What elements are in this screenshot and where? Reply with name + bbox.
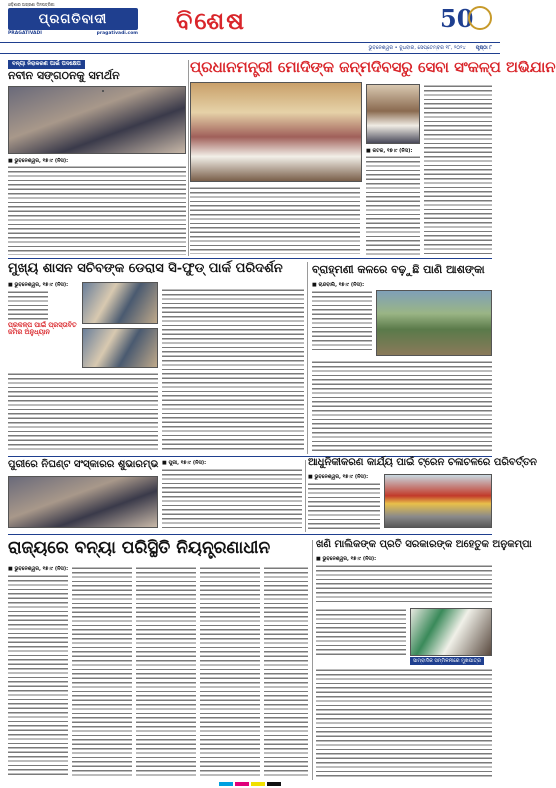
story-body [316, 668, 492, 778]
story-headline-miners[interactable]: ଖଣି ମାଲିକଙ୍କ ପ୍ରତି ସରକାରଙ୍କ ଅହେତୁକ ଅନୁକମ୍ପା [316, 539, 532, 550]
story-headline-cs[interactable]: ମୁଖ୍ୟ ଶାସନ ସଚିବଙ୍କ ଡେରାସ ସି-ଫୁଡ୍ ପାର୍କ ପରିଦର୍ଶନ [8, 261, 283, 276]
story-headline-train[interactable]: ଆଧୁନିକୀକରଣ କାର୍ଯ୍ୟ ପାଇଁ ଟ୍ରେନ ଚଳାଚଳରେ ପରିବର୍ତ୍ତନ [308, 457, 537, 468]
story-dateline: ■ ଭୁବନେଶ୍ୱର, ୧୭।୯ (ନିସ): [8, 282, 69, 288]
logo-english: PRAGATIVADI [8, 31, 42, 36]
photo-portrait [366, 84, 420, 144]
story-dateline: ■ ଚାନ୍ଦବାଲି, ୧୭।୯ (ନିସ): [312, 282, 365, 288]
story-body [190, 186, 360, 254]
section-title: ବିଶେଷ [176, 6, 246, 35]
story-body [316, 564, 492, 604]
column-rule [312, 540, 313, 780]
photo-train [384, 474, 492, 528]
story-headline-modi[interactable]: ପ୍ରଧାନମନ୍ତ୍ରୀ ମୋଦିଙ୍କ ଜନ୍ମଦିବସରୁ ସେବା ସଂକଳ୍ପ ଅଭିଯାନ [190, 58, 556, 76]
story-body [200, 566, 260, 778]
story-headline-brahmani[interactable]: ବ୍ରାହ୍ମଣୀ କଳରେ ବଢ଼ୁଛି ପାଣି ଆଶଙ୍କା [312, 263, 485, 276]
photo-naveen-event [8, 86, 186, 154]
story-body [8, 574, 68, 778]
masthead-tagline: ଓଡ଼ିଶାର ଅଗ୍ରଣୀ ଦିନପତ୍ରିକା [8, 2, 55, 7]
photo-modi-stage [190, 82, 362, 182]
issue-date: ଭୁବନେଶ୍ୱର • ବୁଧବାର, ସେପ୍ଟେମ୍ବର ୧୮, ୨୦୨୪ [368, 45, 466, 51]
photo-puri-event [8, 476, 158, 528]
story-body [162, 468, 302, 530]
photo-caption: ସାମ୍ବାଦିକ ସମ୍ମିଳନୀରେ ମୁଖପାତ୍ର [410, 657, 484, 665]
story-headline-naveen[interactable]: ନବୀନ ସଙ୍ଗଠନକୁ ସମର୍ଥନ [8, 69, 120, 82]
column-rule [305, 460, 306, 532]
anniversary-number: 50 [440, 4, 474, 33]
story-body [316, 608, 406, 658]
story-headline-puri[interactable]: ପୁରୀରେ ନିଘଣ୍ଟ ସଂସ୍କାରର ଶୁଭାରମ୍ଭ [8, 459, 159, 470]
print-registration-marks [0, 782, 500, 788]
section-rule [8, 534, 492, 535]
story-body [162, 288, 304, 452]
photo-press-conference [410, 608, 492, 656]
story-dateline: ■ ଭୁବନେଶ୍ୱର, ୧୭।୯ (ନିସ): [308, 474, 369, 480]
photo-brahmani-river [376, 290, 492, 356]
story-body [312, 360, 492, 452]
story-dateline: ■ ପୁରୀ, ୧୭।୯ (ନିସ): [162, 460, 207, 466]
masthead [0, 0, 500, 60]
story-dateline: ■ ଭୁବନେଶ୍ୱର, ୧୭।୯ (ନିସ): [8, 158, 69, 164]
story-body [8, 372, 158, 452]
story-body [366, 155, 420, 255]
photo-cs-visit [82, 328, 158, 368]
date-bar [0, 42, 500, 54]
story-body [8, 165, 186, 255]
story-dateline: ■ ଭୁବନେଶ୍ୱର, ୧୭।୯ (ନିସ): [316, 556, 377, 562]
section-rule [8, 258, 492, 259]
story-body [312, 290, 372, 350]
story-pull-quote: ପ୍ରକଳ୍ପ ପାଇଁ ପ୍ରସ୍ତାବିତ ଜମିର ଅନୁଧ୍ୟାନ [8, 321, 77, 337]
newspaper-logo[interactable]: ପ୍ରଗତିବାଦୀ [8, 8, 138, 30]
seal-icon [468, 6, 492, 30]
anniversary-badge [440, 4, 492, 34]
story-body [264, 566, 308, 778]
logo-subline [8, 31, 138, 36]
story-dateline: ■ କଟକ, ୧୭।୯ (ନିସ): [366, 148, 413, 154]
story-dateline: ■ ଭୁବନେଶ୍ୱର, ୧୭।୯ (ନିସ): [8, 566, 69, 572]
story-body [308, 482, 380, 530]
site-url[interactable]: pragativadi.com [96, 31, 138, 36]
story-body [424, 84, 492, 254]
column-rule [188, 60, 189, 256]
photo-spacer [102, 90, 104, 92]
photo-cs-meeting [82, 282, 158, 324]
story-kicker: ବନ୍ୟା ନିରାକରଣ ପାଇଁ ପଦକ୍ଷେପ [8, 60, 85, 69]
story-body [72, 566, 132, 778]
story-body [136, 566, 196, 778]
column-rule [307, 262, 308, 454]
story-headline-flood[interactable]: ରାଜ୍ୟରେ ବନ୍ୟା ପରିସ୍ଥିତି ନିୟନ୍ତ୍ରଣାଧୀନ [8, 538, 271, 558]
page-number: ପୃଷ୍ଠା ୮ [475, 45, 492, 51]
story-body [8, 290, 48, 320]
